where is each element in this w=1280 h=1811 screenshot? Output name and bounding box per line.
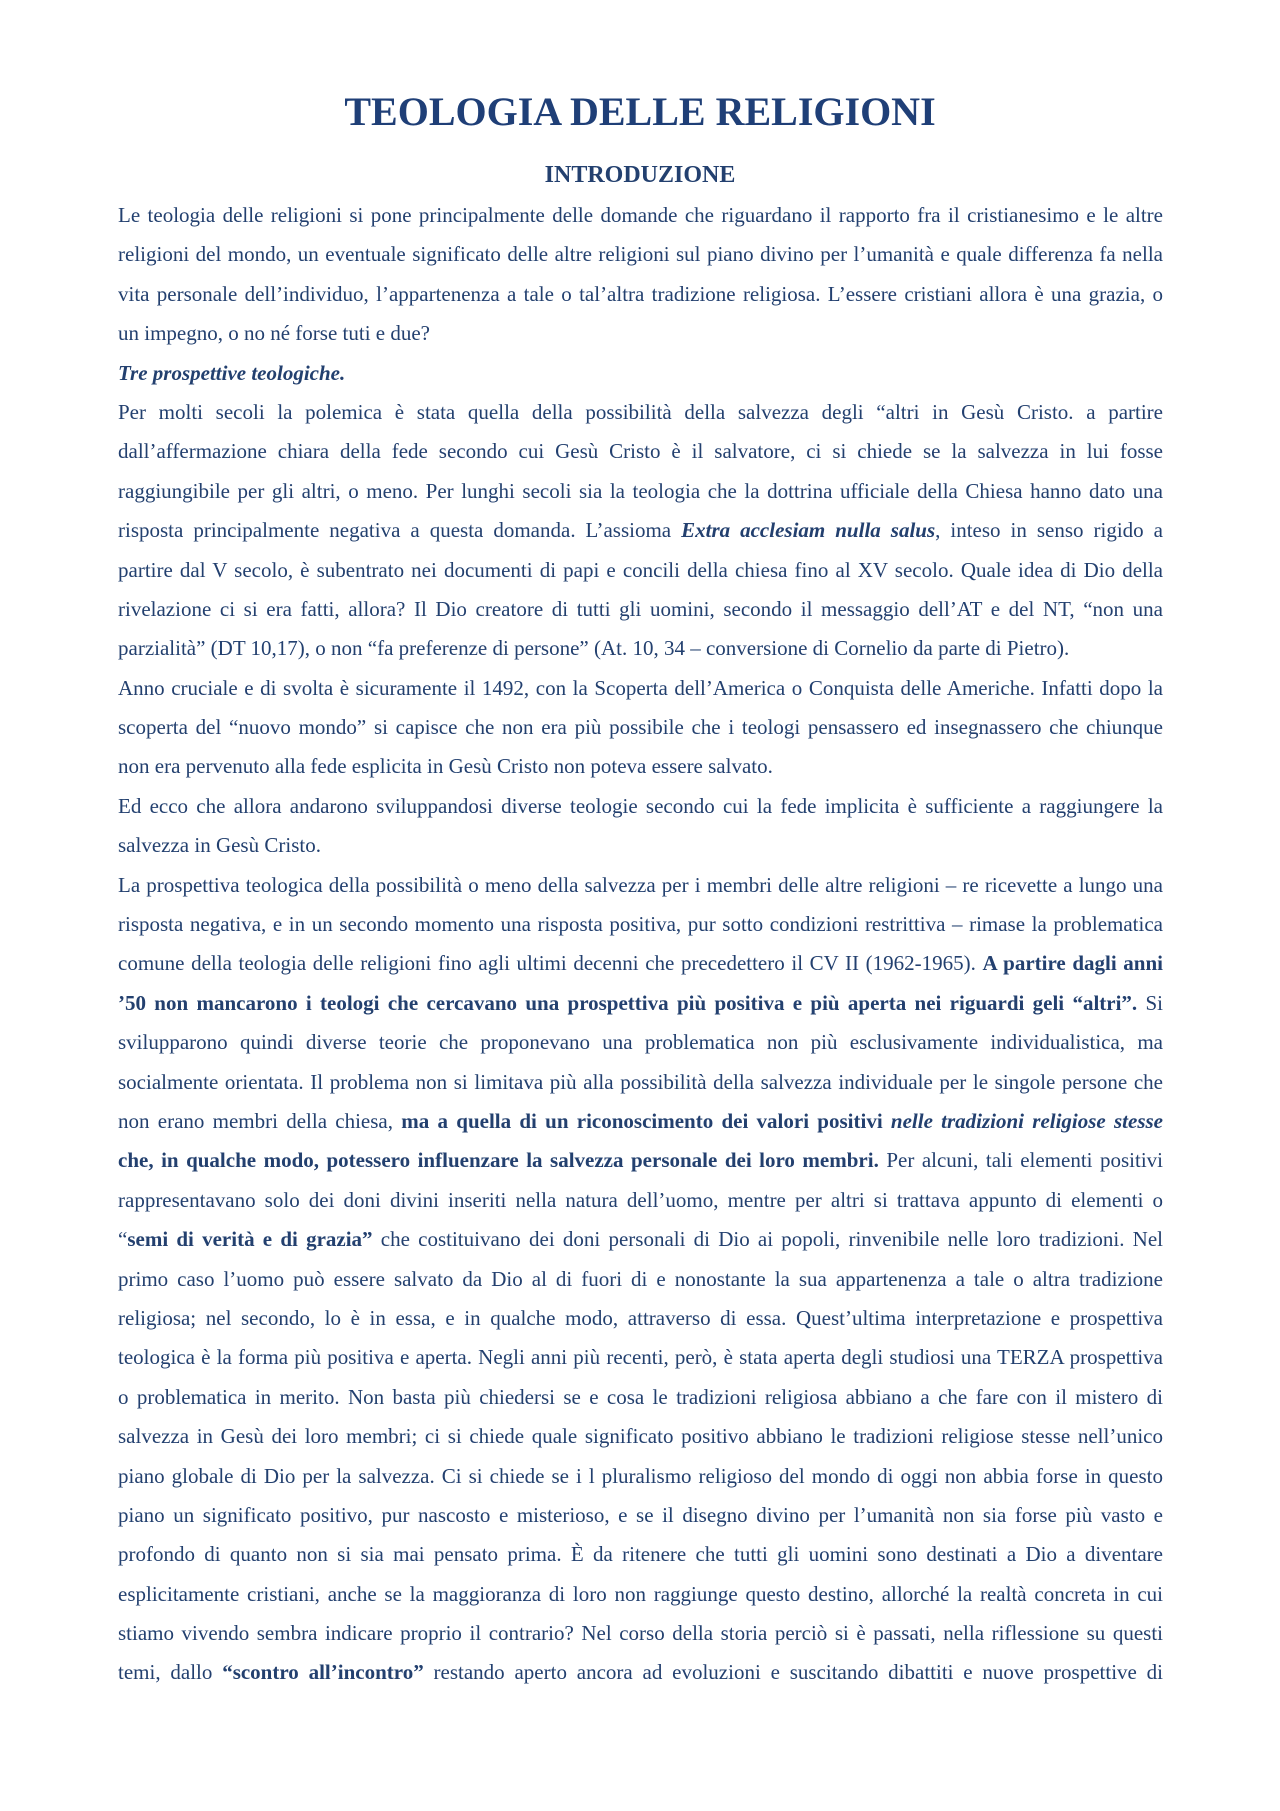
bold-text: che, in qualche modo, potessero influenzare la salvezza personale dei loro membri.: [118, 1148, 879, 1173]
text-line: salvezza in Gesù dei loro membri; ci si chiede quale significato positivo abbiano le tradizioni religiose stesse nell’unico: [118, 1424, 1163, 1449]
text-line: [118, 1220, 1163, 1259]
text-line: vita personale dell’individuo, l’appartenenza a tale o tal’altra tradizione religiosa. L’essere cristiani allora è una grazia, o: [118, 281, 1163, 306]
subsection-heading: Tre prospettive teologiche.: [118, 360, 346, 385]
text-line: Anno cruciale e di svolta è sicuramente il 1492, con la Scoperta dell’America o Conquista delle Americhe. Infatti dopo la: [118, 675, 1163, 700]
text-segment: temi, dallo: [118, 1660, 223, 1685]
text-line: parzialità” (DT 10,17), o non “fa preferenze di persone” (At. 10, 34 – conversione di Cornelio da parte di Pietro).: [118, 636, 1070, 661]
text-line: Ed ecco che allora andarono sviluppandosi diverse teologie secondo cui la fede implicita è sufficiente a raggiungere la: [118, 793, 1163, 818]
text-line: stiamo vivendo sembra indicare proprio il contrario? Nel corso della storia perciò si è passati, nella riflessione su questi: [118, 1621, 1163, 1646]
text-segment: “: [118, 1227, 128, 1252]
text-segment: risposta principalmente negativa a questa domanda. L’assioma: [118, 518, 682, 543]
bold-italic-text: nelle tradizioni religiose stesse: [890, 1108, 1164, 1133]
text-line: La prospettiva teologica della possibilità o meno della salvezza per i membri delle altre religioni – re ricevette a lungo una: [118, 872, 1163, 897]
text-line: profondo di quanto non si sia mai pensato prima. È da ritenere che tutti gli uomini sono destinati a Dio a diventare: [118, 1542, 1163, 1567]
paragraph-intro: [118, 196, 1163, 354]
bold-text: semi di verità e di grazia”: [127, 1227, 373, 1252]
section-title: INTRODUZIONE: [544, 162, 736, 188]
paragraph: [118, 787, 1163, 866]
paragraph: [118, 866, 1163, 1693]
text-segment: Si: [1137, 990, 1164, 1015]
text-line: rappresentavano solo dei doni divini inseriti nella natura dell’uomo, mentre per altri si trattava appunto di elementi o: [118, 1187, 1163, 1212]
text-line: Per molti secoli la polemica è stata quella della possibilità della salvezza degli “altri in Gesù Cristo. a partire: [118, 399, 1163, 424]
text-line: primo caso l’uomo può essere salvato da Dio al di fuori di e nonostante la sua appartenenza a tale o altra tradizione: [118, 1266, 1163, 1291]
text-line: socialmente orientata. Il problema non si limitava più alla possibilità della salvezza individuale per le singole persone che: [118, 1069, 1163, 1094]
text-line: piano un significato positivo, pur nascosto e misterioso, e se il disegno divino per l’umanità non sia forse più vasto e: [118, 1502, 1163, 1527]
text-line: scoperta del “nuovo mondo” si capisce che non era più possibile che i teologi pensassero ed insegnassero che chiunque: [118, 715, 1163, 740]
text-line: [118, 1102, 1163, 1141]
text-line: o problematica in merito. Non basta più chiedersi se e cosa le tradizioni religiosa abbiano a che fare con il mistero di: [118, 1384, 1163, 1409]
text-line: [118, 984, 1163, 1023]
bold-text: ’50 non mancarono i teologi che cercavano una prospettiva più positiva e più aperta nei riguardi geli “altri”.: [118, 990, 1138, 1015]
text-line: dall’affermazione chiara della fede secondo cui Gesù Cristo è il salvatore, ci si chiede se la salvezza in lui fosse: [118, 439, 1163, 464]
text-line: un impegno, o no né forse tuti e due?: [118, 321, 431, 346]
text-line: religiosa; nel secondo, lo è in essa, e in qualche modo, attraverso di essa. Quest’ultima interpretazione e prospettiva: [118, 1305, 1163, 1330]
text-line: [118, 1653, 1163, 1692]
text-line: [118, 944, 1163, 983]
text-line: partire dal V secolo, è subentrato nei documenti di papi e concili della chiesa fino al XV secolo. Quale idea di Dio della: [118, 557, 1163, 582]
bold-text: ma a quella di un riconoscimento dei valori positivi: [401, 1108, 891, 1133]
text-line: piano globale di Dio per la salvezza. Ci si chiede se i l pluralismo religioso del mondo di oggi non abbia forse in questo: [118, 1463, 1163, 1488]
text-segment: restando aperto ancora ad evoluzioni e suscitando dibattiti e nuove prospettive di: [423, 1660, 1164, 1685]
text-line: esplicitamente cristiani, anche se la maggioranza di loro non raggiunge questo destino, allorché la realtà concreta in cui: [118, 1581, 1163, 1606]
text-segment: Per alcuni, tali elementi positivi: [878, 1148, 1163, 1173]
text-line: [118, 511, 1163, 550]
text-line: non era pervenuto alla fede esplicita in Gesù Cristo non poteva essere salvato.: [118, 754, 773, 779]
text-line: raggiungibile per gli altri, o meno. Per lunghi secoli sia la teologia che la dottrina ufficiale della Chiesa hanno dato una: [118, 478, 1163, 503]
text-segment: comune della teologia delle religioni fino agli ultimi decenni che precedettero il CV II (1962-1965).: [118, 951, 983, 976]
text-segment: che costituivano dei doni personali di Dio ai popoli, rinvenibile nelle loro tradizioni. Nel: [372, 1227, 1163, 1252]
text-line: Le teologia delle religioni si pone principalmente delle domande che riguardano il rapporto fra il cristianesimo e le altre: [118, 203, 1163, 227]
paragraph: [118, 669, 1163, 787]
paragraph: [118, 393, 1163, 669]
document-title: TEOLOGIA DELLE RELIGIONI: [344, 89, 936, 134]
text-line: [118, 1141, 1163, 1180]
bold-text: A partire dagli anni: [982, 951, 1164, 976]
text-line: rivelazione ci si era fatti, allora? Il Dio creatore di tutti gli uomini, secondo il messaggio dell’AT e del NT, “non una: [118, 596, 1163, 621]
text-segment: , inteso in senso rigido a: [935, 518, 1163, 543]
text-line: salvezza in Gesù Cristo.: [118, 833, 321, 858]
text-line: svilupparono quindi diverse teorie che proponevano una problematica non più esclusivamente individualistica, ma: [118, 1030, 1163, 1055]
document-body: [118, 196, 1163, 1693]
text-line: religioni del mondo, un eventuale significato delle altre religioni sul piano divino per l’umanità e quale differenza fa nella: [118, 242, 1163, 267]
text-line: risposta negativa, e in un secondo momento una risposta positiva, pur sotto condizioni restrittiva – rimase la problematica: [118, 912, 1163, 937]
text-line: teologica è la forma più positiva e aperta. Negli anni più recenti, però, è stata aperta degli studiosi una TERZA prospettiva: [118, 1345, 1163, 1370]
bold-text: “scontro all’incontro”: [222, 1660, 424, 1685]
latin-axiom: Extra acclesiam nulla salus: [681, 518, 936, 543]
text-segment: non erano membri della chiesa,: [118, 1108, 402, 1133]
